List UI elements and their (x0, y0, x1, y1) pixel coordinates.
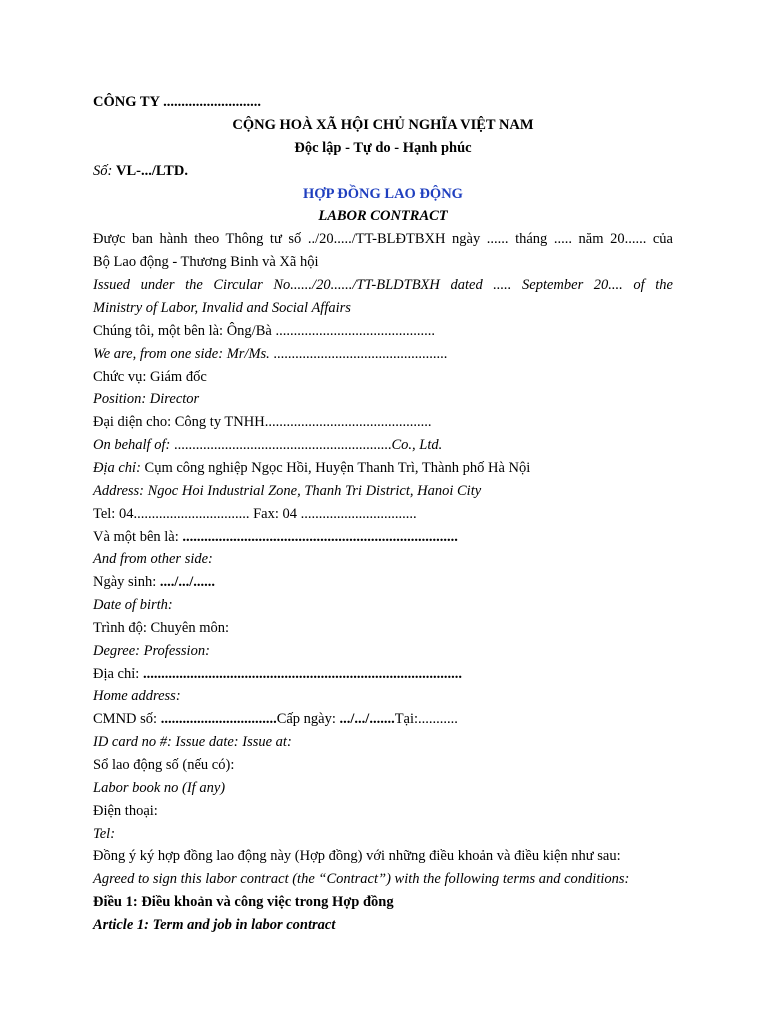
behalf-en-dots: ............................................................ (170, 437, 392, 453)
dob-vi (93, 573, 673, 591)
degree-vi: Trình độ: Chuyên môn: (93, 620, 230, 636)
dob-vi-value: ..../.../...... (156, 574, 216, 590)
party-b-vi-label: Và một bên là: (93, 529, 179, 545)
position-en: Position: Director (93, 391, 200, 407)
title-vi: HỢP ĐỒNG LAO ĐỘNG (303, 186, 463, 202)
address-en: Address: Ngoc Hoi Industrial Zone, Thanh Tri District, Hanoi City (93, 483, 482, 499)
party-a-vi: Chúng tôi, một bên là: Ông/Bà ............................................ (93, 323, 435, 339)
motto: Độc lập - Tự do - Hạnh phúc (294, 140, 472, 156)
number-label: Số: (93, 163, 113, 179)
dob-vi-label: Ngày sinh: (93, 574, 157, 590)
party-b-en: And from other side: (93, 551, 213, 567)
address-vi-value: Cụm công nghiệp Ngọc Hồi, Huyện Thanh Trì, Thành phố Hà Nội (140, 460, 531, 476)
position-vi: Chức vụ: Giám đốc (93, 369, 207, 385)
party-b-vi-dots: ............................................................................ (178, 529, 458, 545)
behalf-en-label: On behalf of: (93, 437, 171, 453)
republic-heading: CỘNG HOÀ XÃ HỘI CHỦ NGHĨA VIỆT NAM (232, 117, 534, 133)
id-card-vi-dots: ................................ (157, 711, 277, 727)
tel-fax: Tel: 04................................ Fax: 04 ................................ (93, 506, 417, 522)
address-vi-label: Địa chỉ: (93, 460, 141, 476)
dob-en: Date of birth: (93, 597, 173, 613)
behalf-en (93, 436, 673, 454)
party-a-en-label: We are, from one side: Mr/Ms. (93, 346, 270, 362)
home-address-vi (93, 665, 673, 683)
agreement-vi: Đồng ý ký hợp đồng lao động này (Hợp đồng) với những điều khoản và điều kiện như sau: (93, 848, 621, 864)
home-address-vi-label: Địa chỉ: (93, 666, 140, 682)
party-a-en (93, 345, 673, 363)
id-card-vi (93, 710, 673, 728)
phone-en: Tel: (93, 826, 116, 842)
number-value: VL-.../LTD. (115, 163, 188, 179)
labor-book-vi: Sổ lao động số (nếu có): (93, 757, 235, 773)
issued-vi-line2: Bộ Lao động - Thương Binh và Xã hội (93, 254, 319, 270)
id-card-vi-issue: Cấp ngày: (276, 711, 336, 727)
issued-en-line2: Ministry of Labor, Invalid and Social Affairs (93, 300, 351, 316)
party-a-en-dots: ................................................ (269, 346, 448, 362)
home-address-en: Home address: (93, 688, 181, 704)
company-name: CÔNG TY ........................... (93, 94, 261, 110)
behalf-en-suffix: Co., Ltd. (391, 437, 443, 453)
labor-book-en: Labor book no (If any) (93, 780, 226, 796)
article-1-heading-vi: Điều 1: Điều khoản và công việc trong Hợp đồng (93, 894, 394, 910)
issued-vi-line1: Được ban hành theo Thông tư số ../20...../TT-BLĐTBXH ngày ...... tháng ..... năm 20...... của (93, 231, 673, 247)
article-1-heading-en: Article 1: Term and job in labor contract (93, 917, 336, 933)
phone-vi: Điện thoại: (93, 803, 158, 819)
issued-en-line1: Issued under the Circular No....../20....../TT-BLDTBXH dated ..... September 20.... of the (93, 277, 673, 293)
id-card-vi-at: Tại:........... (394, 711, 458, 727)
agreement-en: Agreed to sign this labor contract (the “Contract”) with the following terms and conditions: (93, 871, 630, 887)
address-vi (93, 459, 673, 477)
contract-number (93, 162, 673, 180)
degree-en: Degree: Profession: (93, 643, 210, 659)
behalf-vi: Đại diện cho: Công ty TNHH.............................................. (93, 414, 432, 430)
party-b-vi (93, 528, 673, 546)
home-address-vi-dots: ........................................................................................ (139, 666, 462, 682)
id-card-en: ID card no #: Issue date: Issue at: (93, 734, 292, 750)
id-card-vi-label: CMND số: (93, 711, 158, 727)
id-card-vi-issue-value: .../.../....... (335, 711, 395, 727)
title-en: LABOR CONTRACT (318, 208, 448, 224)
